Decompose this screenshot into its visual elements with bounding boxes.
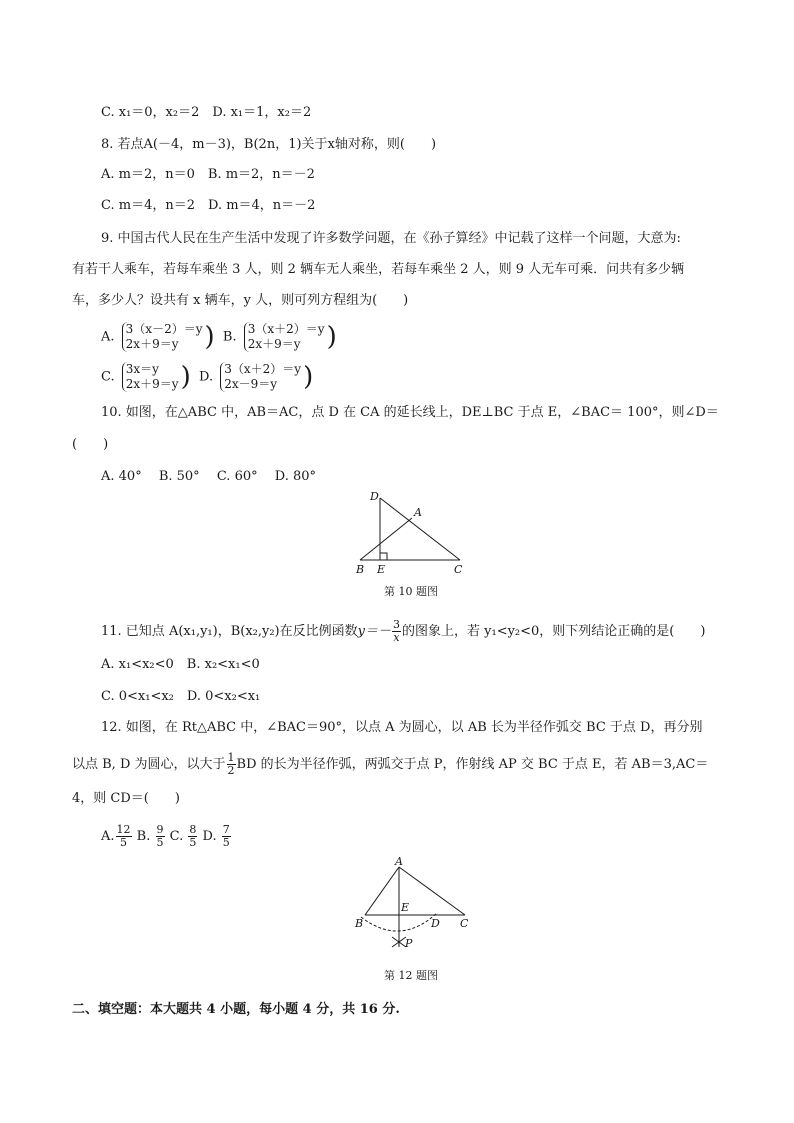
q11-stem-after: 的图象上，若 y₁<y₂<0，则下列结论正确的是( ) — [402, 624, 706, 639]
q10-figure-caption: 第 10 题图 — [384, 585, 438, 598]
q12-half-den: 2 — [227, 764, 235, 777]
q8-stem: 8. 若点A(－4，m－3)，B(2n，1)关于x轴对称，则( ) — [101, 137, 437, 152]
q10-options: A. 40° B. 50° C. 60° D. 80° — [101, 469, 317, 484]
q9-option-c-system — [122, 362, 179, 392]
q12-opt-d-fraction — [222, 824, 231, 849]
q12-opt-c-fraction — [188, 824, 197, 849]
q9-options-cd — [101, 362, 313, 392]
q11-func-prefix: y＝－ — [357, 624, 391, 639]
q9-option-b-system — [244, 322, 325, 352]
q12-stem-line3: 4，则 CD＝( ) — [72, 791, 180, 806]
q8-options-ab: A. m＝2，n＝0 B. m＝2，n＝－2 — [101, 167, 315, 182]
q12-opt-b-num: 9 — [156, 823, 164, 836]
q12-stem-line2-after: BD 的长为半径作弧，两弧交于点 P，作射线 AP 交 BC 于点 E，若 AB＝3,AC＝ — [236, 757, 709, 772]
q12-opt-b-den: 5 — [156, 836, 164, 849]
q12-opt-d-num: 7 — [222, 823, 230, 836]
q10-figure — [350, 488, 470, 578]
q11-stem-before: 11. 已知点 A(x₁,y₁)，B(x₂,y₂)在反比例函数 — [101, 624, 358, 639]
q12-half-fraction — [227, 752, 236, 777]
q12-opt-b-label: B. — [136, 829, 151, 844]
q12-label-p: P — [405, 937, 413, 950]
q10-label-b: B — [356, 563, 365, 576]
q12-opt-c-den: 5 — [189, 836, 197, 849]
q12-figure-caption: 第 12 题图 — [384, 969, 438, 982]
q9-stem-line3: 车，多少人？设共有 x 辆车，y 人，则可列方程组为( ) — [72, 293, 409, 308]
q9-option-b-label: B. — [222, 329, 237, 345]
q12-stem-line2-before: 以点 B, D 为圆心，以大于 — [72, 757, 226, 772]
q9-options-ab — [101, 322, 337, 352]
q10-stem-line2: ( ) — [72, 437, 109, 452]
q12-label-d: D — [431, 917, 440, 930]
q12-opt-d-label: D. — [202, 829, 217, 844]
q12-label-e: E — [401, 901, 410, 914]
q9-option-a-paren: ) — [204, 322, 215, 352]
q11-func-num: 3 — [393, 618, 400, 631]
q12-label-c: C — [460, 917, 469, 930]
q8-options-cd: C. m＝4，n＝2 D. m＝4，n＝－2 — [101, 198, 316, 213]
q12-stem-line2 — [72, 752, 708, 777]
q12-stem-line1: 12. 如图，在 Rt△ABC 中，∠BAC＝90°，以点 A 为圆心，以 AB 长为半径作弧交 BC 于点 D，再分别 — [101, 720, 703, 735]
q12-label-a: A — [395, 855, 403, 868]
q12-half-num: 1 — [227, 751, 235, 764]
q9-option-b-paren: ) — [326, 322, 337, 352]
q9-stem-line2: 有若干人乘车，若每车乘坐 3 人，则 2 辆车无人乘坐，若每车乘坐 2 人，则 9 人无车可乘．问共有多少辆 — [72, 262, 685, 277]
q9-option-b-eq2: 2x＋9＝y — [247, 337, 301, 351]
q10-stem-line1: 10. 如图，在△ABC 中，AB＝AC，点 D 在 CA 的延长线上，DE⊥BC 于点 E，∠BAC＝ 100°，则∠D＝ — [101, 405, 719, 420]
q9-option-a-system — [122, 322, 203, 352]
q9-option-d-eq1: 3（x＋2）＝y — [224, 362, 302, 376]
section2-heading: 二、填空题：本大题共 4 小题，每小题 4 分，共 16 分. — [72, 1002, 400, 1017]
q12-opt-a-fraction — [116, 824, 132, 849]
q12-opt-d-den: 5 — [222, 836, 230, 849]
q12-options — [101, 822, 232, 852]
q12-segment-ab — [365, 867, 399, 915]
q12-opt-b-fraction — [156, 824, 165, 849]
q9-option-d-label: D. — [199, 369, 214, 385]
q9-option-c-paren: ) — [180, 362, 191, 392]
q11-stem — [101, 619, 705, 644]
q9-option-d-paren: ) — [303, 362, 314, 392]
q10-label-c: C — [454, 563, 463, 576]
q11-options-cd: C. 0<x₁<x₂ D. 0<x₂<x₁ — [101, 689, 261, 704]
q9-option-c-eq2: 2x＋9＝y — [125, 377, 179, 391]
q9-option-a-label: A. — [101, 329, 115, 345]
q12-opt-a-den: 5 — [120, 836, 128, 849]
q12-opt-a-label: A. — [101, 829, 115, 844]
q12-opt-c-num: 8 — [189, 823, 197, 836]
q10-right-angle-mark — [380, 553, 387, 560]
q11-func-den: x — [393, 631, 400, 644]
q10-label-a: A — [414, 506, 422, 519]
q10-label-d: D — [370, 490, 379, 503]
q11-options-ab: A. x₁<x₂<0 B. x₂<x₁<0 — [101, 657, 260, 672]
q10-label-e: E — [377, 563, 386, 576]
q9-option-a-eq1: 3（x－2）＝y — [125, 322, 203, 336]
q9-option-d-system — [220, 362, 301, 392]
q12-label-b: B — [355, 917, 364, 930]
q12-opt-c-label: C. — [169, 829, 184, 844]
q9-option-d-eq2: 2x－9＝y — [224, 377, 278, 391]
q9-option-c-eq1: 3x＝y — [125, 362, 159, 376]
q9-option-b-eq1: 3（x＋2）＝y — [247, 322, 325, 336]
q9-option-c-label: C. — [101, 369, 115, 385]
q9-stem-line1: 9. 中国古代人民在生产生活中发现了许多数学问题，在《孙子算经》中记载了这样一个问题，大意为: — [101, 231, 681, 246]
q7-options-cd: C. x₁＝0，x₂＝2 D. x₁＝1，x₂＝2 — [101, 105, 312, 120]
q9-option-a-eq2: 2x＋9＝y — [125, 337, 179, 351]
q10-segment-ab — [360, 518, 412, 560]
q12-figure — [345, 855, 475, 955]
q11-func-fraction — [392, 619, 401, 644]
q12-opt-a-num: 12 — [116, 823, 131, 836]
